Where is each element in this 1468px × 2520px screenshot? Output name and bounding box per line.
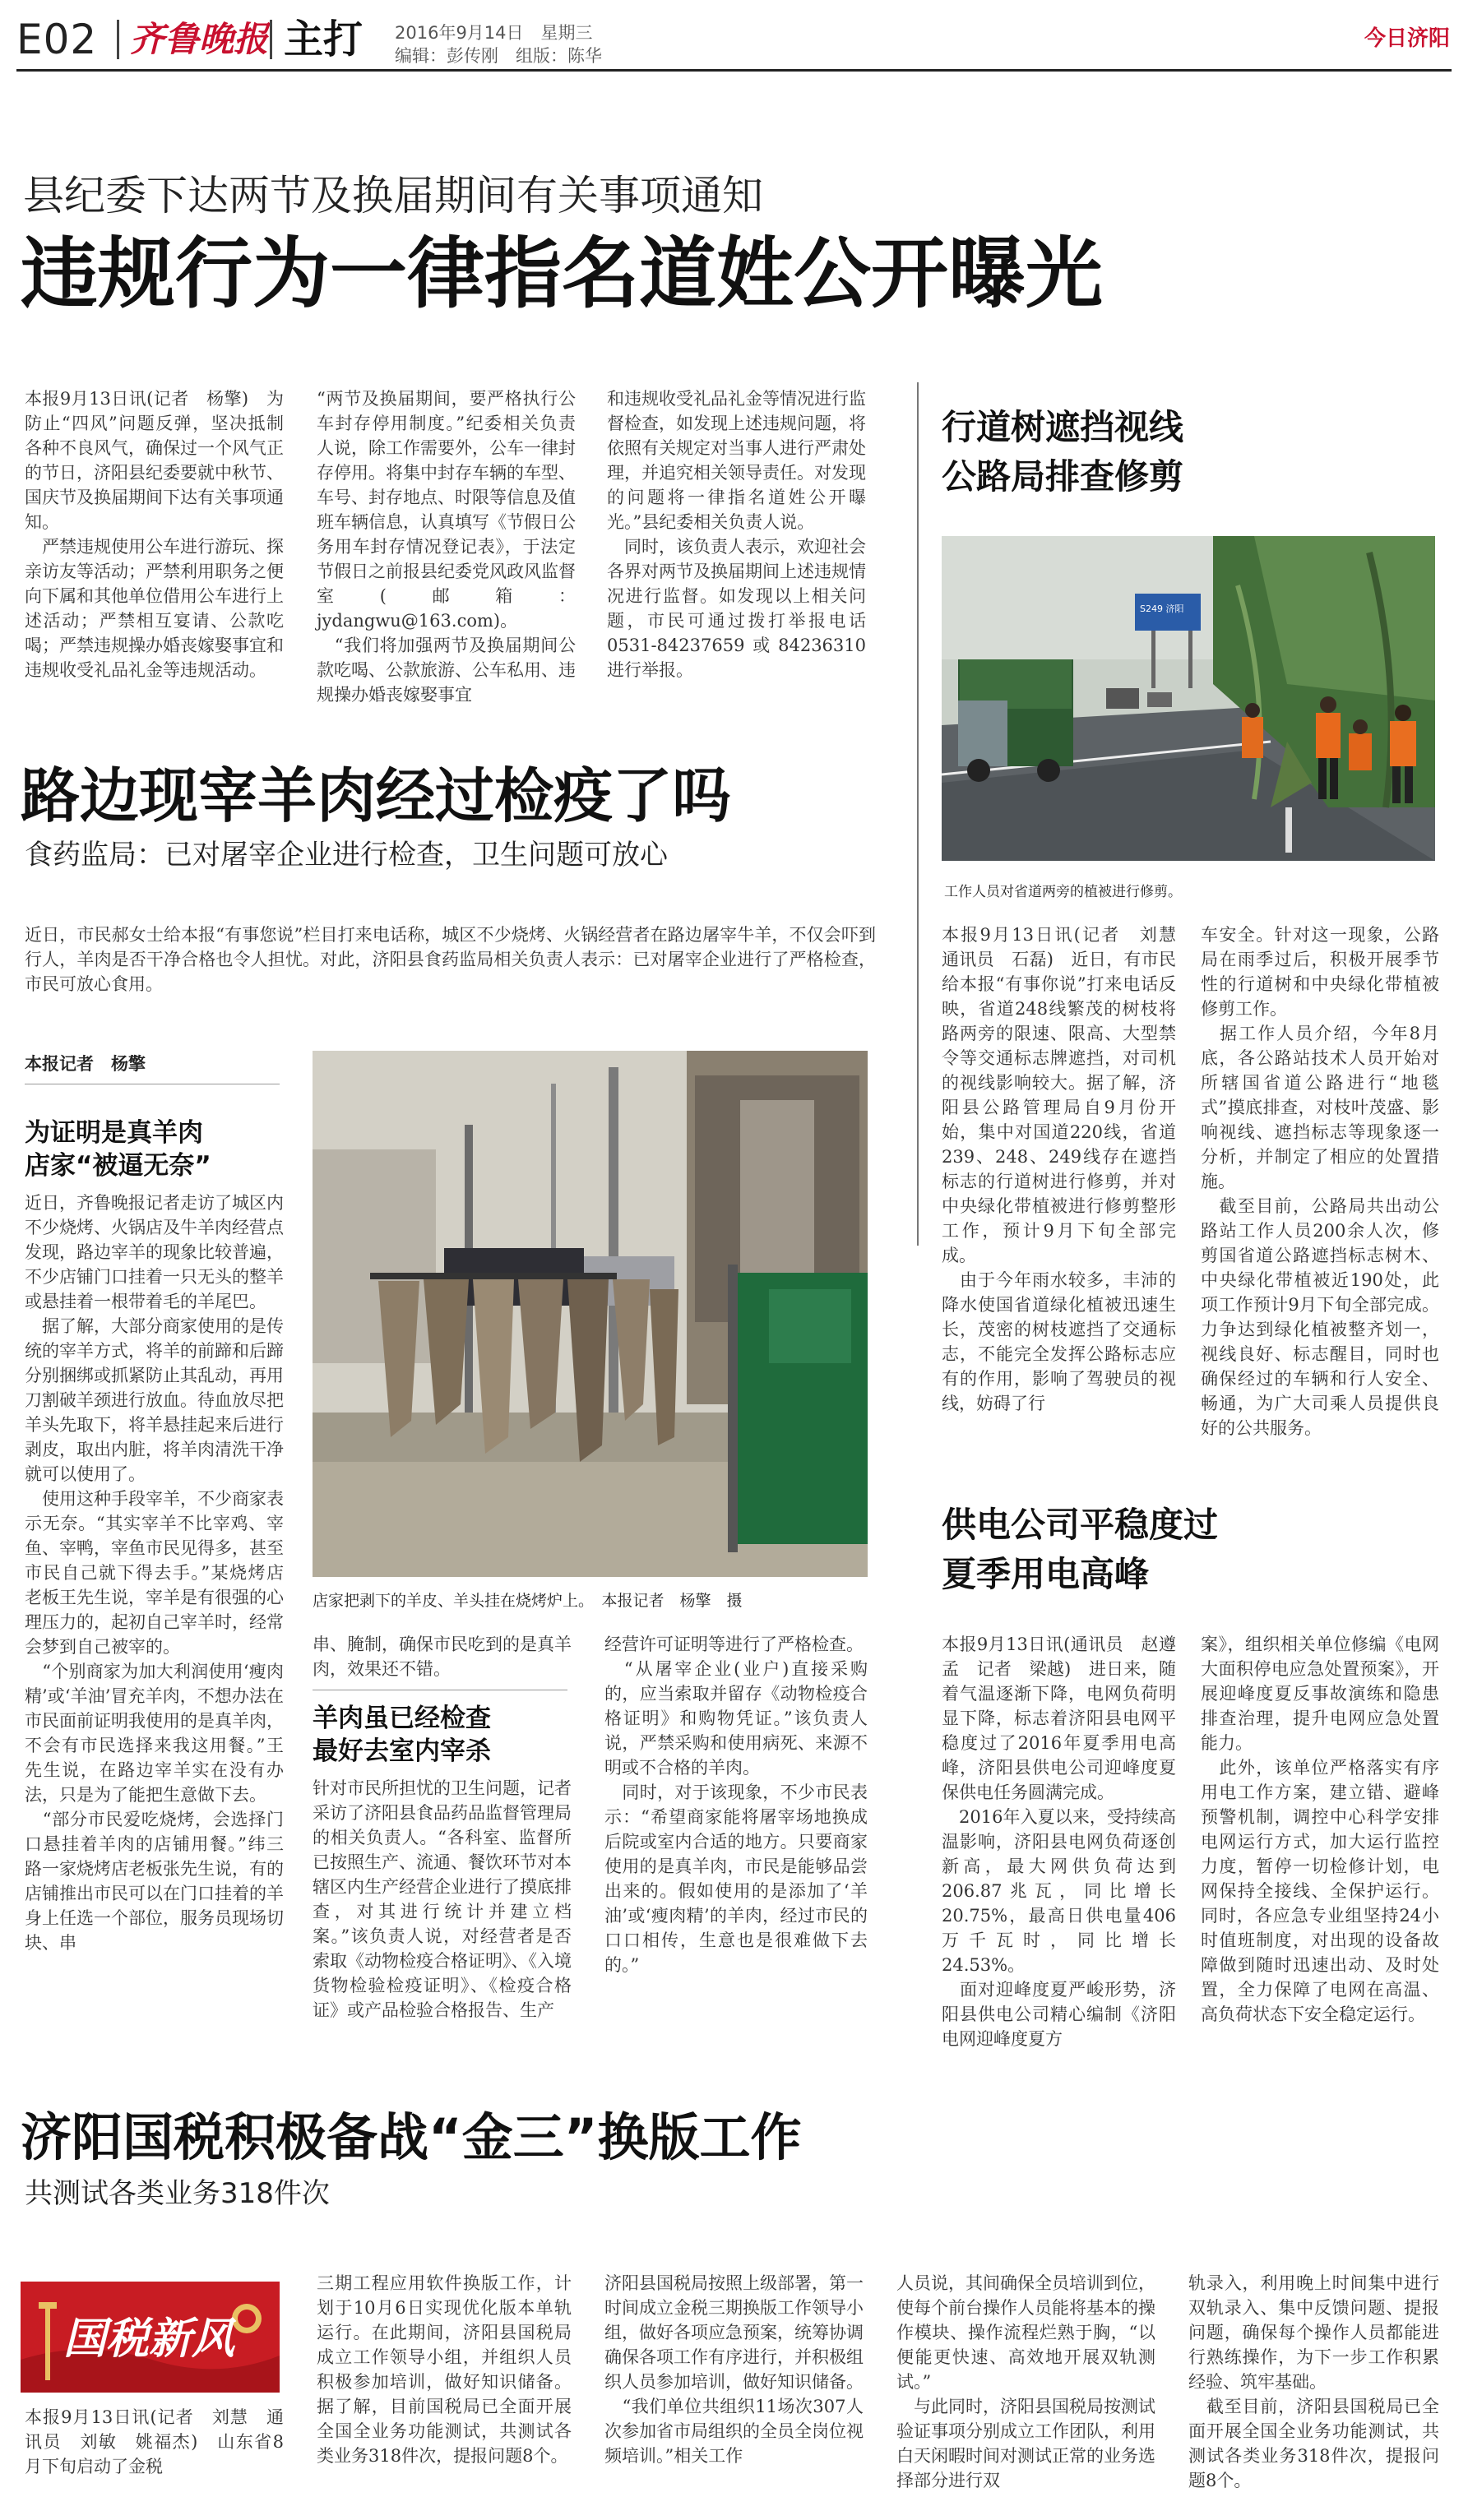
a2-photo-caption: 店家把剥下的羊皮、羊头挂在烧烤炉上。 本报记者 杨擎 摄 — [313, 1592, 743, 1610]
a3-col2: 车安全。针对这一现象，公路局在雨季过后，积极开展季节性的行道树和中央绿化带植被修剪工作。 据工作人员介绍，今年8月底，各公路站技术人员开始对所辖国省道公路进行“地毯式”摸底排查，对枝叶茂盛、影响视线、遮挡标志等现象逐一分析，并制定了相应的处置措施。 截至目前，公路局共出动公路站工作人员200余人次，修剪国省道公路遮挡标志树木、中央绿化带植被近190处，此项工作预计9月下旬全部完成。力争达到绿化植被整齐划一，视线良好、标志醒目，同时也确保经过的车辆和行人安全、畅通，为广大司乘人员提供良好的公共服务。 — [1201, 925, 1439, 1438]
a2-col2a: 串、腌制，确保市民吃到的是真羊肉，效果还不错。 — [313, 1635, 572, 1679]
a4-headline: 供电公司平稳度过 夏季用电高峰 — [942, 1505, 1219, 1594]
header-rule — [16, 69, 1452, 72]
a3-headline: 行道树遮挡视线 公路局排查修剪 — [942, 407, 1184, 497]
section-title: 主打 — [284, 16, 364, 62]
page-number: E02 — [16, 16, 98, 63]
a2-col3: 经营许可证明等进行了严格检查。 “从屠宰企业(业户)直接采购的，应当索取并留存《动物检疫合格证明》和购物凭证。”该负责人说，严禁采购和使用病死、来源不明或不合格的羊肉。 同时，对于该现象，不少市民表示：“希望商家能将屠宰场地换成后院或室内合适的地方。只要商家使用的是真羊肉，市民是能够品尝出来的。假如使用的是添加了‘羊油’或‘瘦肉精’的羊肉，经过市民的口口相传，生意也是很难做下去的。” — [604, 1635, 868, 1975]
a2-intro: 近日，市民郝女士给本报“有事您说”栏目打来电话称，城区不少烧烤、火锅经营者在路边屠宰牛羊，不仅会吓到行人，羊肉是否干净合格也令人担忧。对此，济阳县食药监局相关负责人表示：已对屠宰企业进行了严格检查，市民可放心食用。 — [25, 925, 876, 994]
header-divider — [270, 20, 272, 59]
a1-col1: 本报9月13日讯(记者 杨擎) 为防止“四风”问题反弹，坚决抵制各种不良风气，确保过一个风气正的节日，济阳县纪委要就中秋节、国庆节及换届期间下达有关事项通知。 严禁违规使用公车进行游玩、探亲访友等活动；严禁利用职务之便向下属和其他单位借用公车进行上述活动；严禁相互宴请、公款吃喝；严禁违规操办婚丧嫁娶事宜和违规收受礼品礼金等违规活动。 — [25, 389, 284, 680]
a1-headline: 违规行为一律指名道姓公开曝光 — [21, 229, 1104, 319]
a2-col1: 近日，齐鲁晚报记者走访了城区内不少烧烤、火锅店及牛羊肉经营点发现，路边宰羊的现象比较普遍，不少店铺门口挂着一只无头的整羊或悬挂着一根带着毛的羊尾巴。 据了解，大部分商家使用的是传统的宰羊方式，将羊的前蹄和后蹄分别捆绑或抓紧防止其乱动，再用刀割破羊颈进行放血。待血放尽把羊头先取下，将羊悬挂起来后进行剥皮，取出内脏，将羊肉清洗干净就可以使用了。 使用这种手段宰羊，不少商家表示无奈。“其实宰羊不比宰鸡、宰鱼、宰鸭，宰鱼市民见得多，甚至市民自己就下得去手。”某烧烤店老板王先生说，宰羊是有很强的心理压力的，起初自己宰羊时，经常会梦到自己被宰的。 “个别商家为加大利润使用‘瘦肉精’或‘羊油’冒充羊肉，不想办法在市民面前证明我使用的是真羊肉，不会有市民选择来我这用餐。”王先生说，在路边宰羊实在没有办法，只是为了能把生意做下去。 “部分市民爱吃烧烤，会选择门口悬挂着羊肉的店铺用餐。”纬三路一家烧烤店老板张先生说，有的店铺推出市民可以在门口挂着的羊身上任选一个部位，服务员现场切块、串 — [25, 1193, 284, 1953]
region-label: 今日济阳 — [1364, 26, 1450, 51]
header-divider — [117, 20, 119, 59]
a4-col1: 本报9月13日讯(通讯员 赵遵孟 记者 梁越) 进日来，随着气温逐渐下降，电网负荷明显下降，标志着济阳县电网平稳度过了2016年夏季用电高峰，济阳县供电公司迎峰度夏保供电任务圆满完成。 2016年入夏以来，受持续高温影响，济阳县电网负荷逐创新高，最大网供负荷达到206.87兆瓦，同比增长20.75%，最高日供电量406万千瓦时，同比增长24.53%。 面对迎峰度夏严峻形势，济阳县供电公司精心编制《济阳电网迎峰度夏方 — [942, 1635, 1176, 2049]
lamb-skins-photo — [313, 1051, 868, 1577]
newspaper-logo: 齐鲁晚报 — [130, 19, 269, 59]
a2-headline: 路边现宰羊肉经过检疫了吗 — [21, 761, 732, 830]
a5-headline: 济阳国税积极备战“金三”换版工作 — [21, 2107, 802, 2167]
road-sign-text: S249 济阳 — [1140, 603, 1184, 614]
a5-col2: 三期工程应用软件换版工作，计划于10月6日实现优化版本单轨运行。在此期间，济阳县国税局成立工作领导小组，并组织人员积极参加培训，做好知识储备。据了解，目前国税局已全面开展全国全业务功能测试，共测试各类业务318件次，提报问题8个。 — [317, 2273, 572, 2466]
a2-subhead: 食药监局：已对屠宰企业进行检查，卫生问题可放心 — [25, 839, 668, 872]
a5-subhead: 共测试各类业务318件次 — [25, 2177, 330, 2210]
a5-col5: 轨录入，利用晚上时间集中进行双轨录入、集中反馈问题、提报问题，确保每个操作人员都能进行熟练操作，为下一步工作积累经验、筑牢基础。 截至目前，济阳县国税局已全面开展全国全业务功能测试，共测试各类业务318件次，提报问题8个。 — [1188, 2273, 1439, 2490]
tax-logo-text: 国税新风 — [63, 2314, 235, 2364]
a1-col2: “两节及换届期间，要严格执行公车封存停用制度。”纪委相关负责人说，除工作需要外，公车一律封存停用。将集中封存车辆的车型、车号、封存地点、时限等信息及值班车辆信息，认真填写《节假日公务用车封存情况登记表》，于法定节假日之前报县纪委党风政风监督室(邮箱：jydangwu@163.com)。 “我们将加强两节及换届期间公款吃喝、公款旅游、公车私用、违规操办婚丧嫁娶事宜 — [317, 389, 576, 705]
a2-col2b: 针对市民所担忧的卫生问题，记者采访了济阳县食品药品监督管理局的相关负责人。“各科室、监督所已按照生产、流通、餐饮环节对本辖区内生产经营企业进行了摸底排查，对其进行统计并建立档案。”该负责人说，对经营者是否索取《动物检疫合格证明》、《入境货物检验检疫证明》、《检疫合格证》或产品检验合格报告、生产 — [313, 1778, 572, 2020]
a5-col1: 本报9月13日讯(记者 刘慧 通讯员 刘敏 姚福杰) 山东省8月下旬启动了金税 — [25, 2407, 284, 2476]
a5-col4: 人员说，其间确保全员培训到位，使每个前台操作人员能将基本的操作模块、操作流程烂熟于胸，“以便能更快速、高效地开展双轨测试。” 与此同时，济阳县国税局按测试验证事项分别成立工作团队，利用白天闲暇时间对测试正常的业务选择部分进行双 — [896, 2273, 1155, 2490]
editors: 编辑：彭传刚 组版：陈华 — [395, 46, 602, 66]
a3-col1: 本报9月13日讯(记者 刘慧 通讯员 石磊) 近日，有市民给本报“有事你说”打来电话反映，省道248线繁茂的树枝将路两旁的限速、限高、大型禁令等交通标志牌遮挡，对司机的视线影响较大。据了解，济阳县公路管理局自9月份开始，集中对国道220线，省道239、248、249线存在遮挡标志的行道树进行修剪，并对中央绿化带植被进行修剪整形工作，预计9月下旬全部完成。 由于今年雨水较多，丰沛的降水使国省道绿化植被迅速生长，茂密的树枝遮挡了交通标志，不能完全发挥公路标志应有的作用，影响了驾驶员的视线，妨碍了行 — [942, 925, 1176, 1413]
a3-photo-caption: 工作人员对省道两旁的植被进行修剪。 — [944, 884, 1182, 900]
a1-kicker: 县纪委下达两节及换届期间有关事项通知 — [23, 172, 763, 220]
a2-section-title-2: 羊肉虽已经检查 最好去室内宰杀 — [313, 1704, 491, 1766]
a5-col3: 济阳县国税局按照上级部署，第一时间成立金税三期换版工作领导小组，做好各项应急预案，统筹协调确保各项工作有序进行，并积极组织人员参加培训，做好知识储备。 “我们单位共组织11场次307人次参加省市局组织的全员全岗位视频培训。”相关工作 — [604, 2273, 864, 2466]
a2-reporter: 本报记者 杨擎 — [25, 1054, 146, 1074]
tax-logo — [21, 2282, 280, 2393]
a2-section-title-1: 为证明是真羊肉 店家“被逼无奈” — [25, 1118, 211, 1181]
divider — [917, 382, 919, 1246]
a4-col2: 案》，组织相关单位修编《电网大面积停电应急处置预案》，开展迎峰度夏反事故演练和隐患排查治理，提升电网应急处置能力。 此外，该单位严格落实有序用电工作方案，建立错、避峰预警机制，调控中心科学安排电网运行方式，加大运行监控力度，暂停一切检修计划，电网保持全接线、全保护运行。同时，各应急专业组坚持24小时值班制度，对出现的设备故障做到随时迅速出动、及时处置，全力保障了电网在高温、高负荷状态下安全稳定运行。 — [1201, 1635, 1439, 2024]
a1-col3: 和违规收受礼品礼金等情况进行监督检查，如发现上述违规问题，将依照有关规定对当事人进行严肃处理，并追究相关领导责任。对发现的问题将一律指名道姓公开曝光。”县纪委相关负责人说。 同时，该负责人表示，欢迎社会各界对两节及换届期间上述违规情况进行监督。如发现以上相关问题，市民可通过拨打举报电话0531-84237659或84236310进行举报。 — [607, 389, 866, 680]
tree-trimming-photo — [942, 536, 1435, 861]
issue-date: 2016年9月14日 星期三 — [395, 23, 593, 43]
